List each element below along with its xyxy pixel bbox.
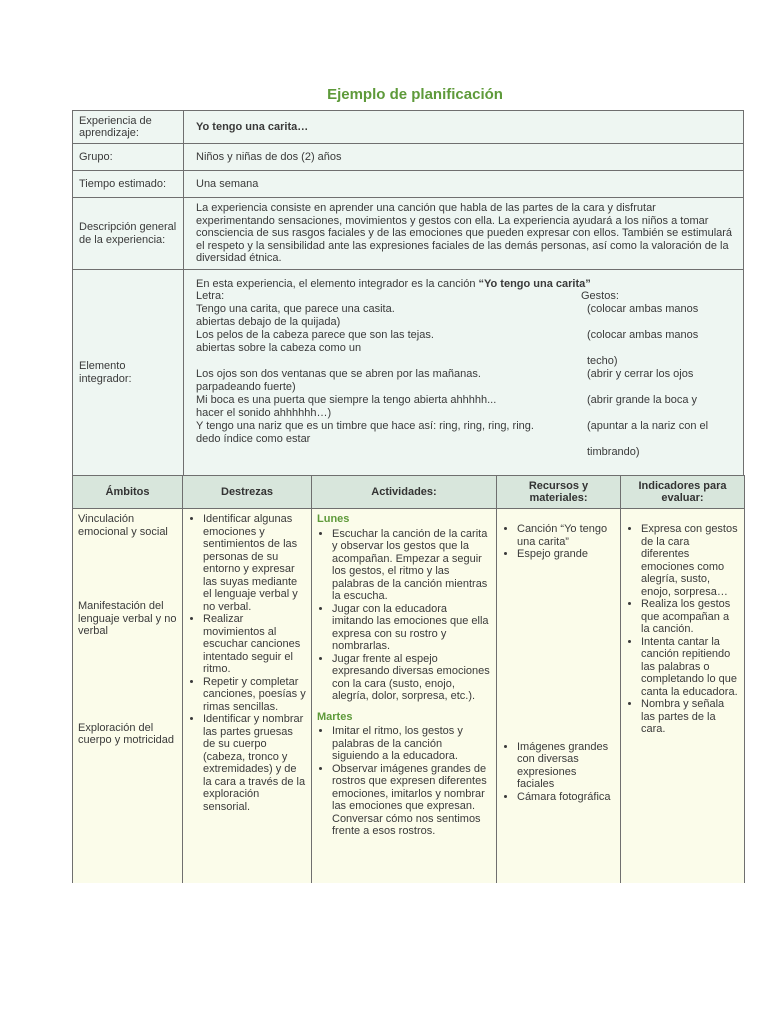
destrezas-cell [183,509,312,884]
ambito-item: Exploración del cuerpo y motricidad [78,721,174,746]
gesture-line: (colocar ambas manos [587,303,699,315]
song-line: Tengo una carita, que parece una casita. [196,303,395,315]
actividades-cell [312,509,497,884]
destreza-item: • Identificar algunas emociones y sentimientos de las personas de su entorno y expresar las suyas mediante el lenguaje verbal y no verbal. [203,513,306,613]
ambitos-cell [73,509,183,884]
song-line: Los pelos de la cabeza parece que son las tejas. [196,329,434,341]
recurso-item: • Imágenes grandes con diversas expresiones faciales [517,741,615,791]
song-line: dedo índice como estar [196,433,311,445]
recurso-item: • Cámara fotográfica [517,791,615,804]
header-actividades: Actividades: [312,476,497,509]
song-line: hacer el sonido ahhhhhh…) [196,407,332,419]
actividad-item: • Imitar el ritmo, los gestos y palabras de la canción siguiendo a la educadora. [332,725,491,763]
info-table [72,110,744,476]
gesture-line: timbrando) [587,446,640,458]
page-title: Ejemplo de planificación [327,86,503,103]
destreza-item: • Repetir y completar canciones, poesías y rimas sencillas. [203,676,306,714]
gesture-line: (colocar ambas manos [587,329,699,341]
gesture-line: techo) [587,355,618,367]
tiempo-value: Una semana [184,171,744,198]
indicadores-cell [621,509,745,884]
integrador-intro: En esta experiencia, el elemento integrador es la canción “Yo tengo una carita” [196,278,591,290]
recurso-item: • Canción “Yo tengo una carita” [517,523,615,548]
ambito-item: Manifestación del lenguaje verbal y no verbal [78,600,177,637]
header-destrezas: Destrezas [183,476,312,509]
letra-label: Letra: [196,290,225,302]
lunes-label: Lunes [317,513,350,525]
song-line: parpadeando fuerte) [196,381,296,393]
indicador-item: • Realiza los gestos que acompañan a la canción. [641,598,739,636]
header-recursos: Recursos y materiales: [497,476,621,509]
integrador-value [184,270,744,476]
song-line: abiertas sobre la cabeza como un [196,342,362,354]
recurso-item: • Espejo grande [517,548,615,561]
grupo-value: Niños y niñas de dos (2) años [184,144,744,171]
tiempo-label: Tiempo estimado: [73,171,184,198]
descripcion-label: Descripción general de la experiencia: [73,198,184,270]
song-line: abiertas debajo de la quijada) [196,316,341,328]
descripcion-value: La experiencia consiste en aprender una canción que habla de las partes de la cara y disfrutar experimentando sensaciones, movimientos y gestos con ella. La experiencia ayudará a los niños a tomar consciencia de sus rasgos faciales y de las emociones que pueden expresar con ellos. También se estimulará el respeto y la sensibilidad ante las expresiones faciales de las demás personas, así como la valoración de la diversidad étnica. [184,198,744,270]
indicador-item: • Expresa con gestos de la cara diferentes emociones como alegría, susto, enojo, sorpresa… [641,523,739,598]
song-line: Los ojos son dos ventanas que se abren por las mañanas. [196,368,481,380]
integrador-label: Elemento integrador: [73,270,184,476]
actividad-item: • Jugar frente al espejo expresando diversas emociones con la cara (susto, enojo, alegría, dolor, sorpresa, etc.). [332,653,491,703]
ambito-item: Vinculación emocional y social [78,513,168,538]
actividad-item: • Escuchar la canción de la carita y observar los gestos que la acompañan. Empezar a seguir los gestos, el ritmo y las palabras de la canción mientras la escucha. [332,528,491,603]
indicador-item: • Intenta cantar la canción repitiendo las palabras o completando lo que canta la educadora. [641,636,739,699]
song-line: Mi boca es una puerta que siempre la tengo abierta ahhhhh... [196,394,497,406]
planning-table [72,475,745,883]
gestos-label: Gestos: [581,290,619,302]
actividad-item: • Observar imágenes grandes de rostros que expresen diferentes emociones, imitarlos y nombrar las emociones que expresan. Conversar cómo nos sentimos frente a esos rostros. [332,763,491,838]
destreza-item: • Identificar y nombrar las partes gruesas de su cuerpo (cabeza, tronco y extremidades) y de la cara a través de la exploración sensorial. [203,713,306,813]
gesture-line: (abrir y cerrar los ojos [587,368,694,380]
experiencia-label: Experiencia de aprendizaje: [73,111,184,144]
header-indicadores: Indicadores para evaluar: [621,476,745,509]
gesture-line: (abrir grande la boca y [587,394,698,406]
indicador-item: • Nombra y señala las partes de la cara. [641,698,739,736]
actividad-item: • Jugar con la educadora imitando las emociones que ella expresa con su rostro y nombrarlas. [332,603,491,653]
grupo-label: Grupo: [73,144,184,171]
destreza-item: • Realizar movimientos al escuchar canciones intentado seguir el ritmo. [203,613,306,676]
gesture-line: (apuntar a la nariz con el [587,420,709,432]
recursos-cell [497,509,621,884]
experiencia-value: Yo tengo una carita… [184,111,744,144]
song-title: “Yo tengo una carita” [478,278,591,290]
song-line: Y tengo una nariz que es un timbre que hace así: ring, ring, ring, ring. [196,420,534,432]
header-ambitos: Ámbitos [73,476,183,509]
martes-label: Martes [317,710,353,723]
